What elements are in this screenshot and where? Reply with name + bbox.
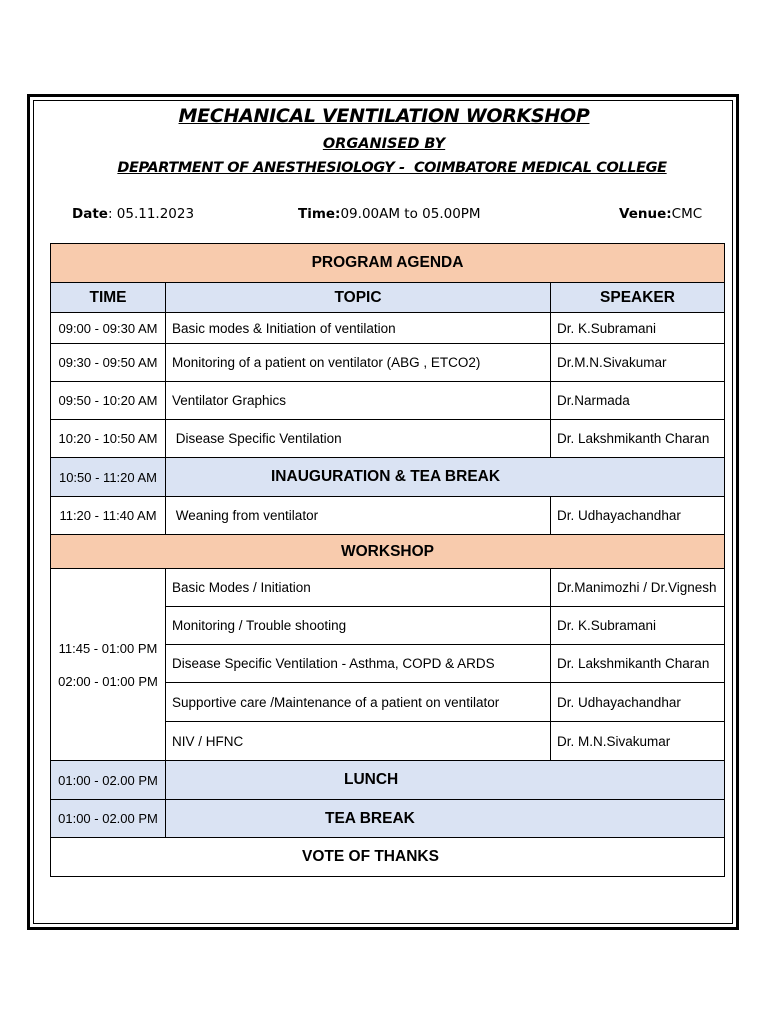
inauguration-row (51, 458, 725, 497)
session-speaker: Dr. Udhayachandhar (551, 497, 725, 535)
station-topic: Basic Modes / Initiation (166, 569, 551, 607)
session-time: 10:20 - 10:50 AM (51, 420, 166, 458)
lunch-label: LUNCH (166, 761, 725, 800)
lunch-row (51, 761, 725, 800)
station-speaker: Dr. Udhayachandhar (551, 683, 725, 722)
vote-of-thanks: VOTE OF THANKS (51, 838, 725, 877)
vote-of-thanks-row (51, 838, 725, 877)
workshop-time (51, 569, 166, 761)
table-row (51, 344, 725, 382)
table-row (51, 313, 725, 344)
session-topic: Disease Specific Ventilation (166, 420, 551, 458)
station-topic: NIV / HFNC (166, 722, 551, 761)
date-label: Date (72, 206, 108, 222)
table-row (51, 382, 725, 420)
session-time: 09:00 - 09:30 AM (51, 313, 166, 344)
inauguration-label: INAUGURATION & TEA BREAK (166, 458, 725, 497)
organised-by: ORGANISED BY (322, 136, 446, 152)
station-speaker: Dr. K.Subramani (551, 607, 725, 645)
table-row (51, 420, 725, 458)
station-topic: Monitoring / Trouble shooting (166, 607, 551, 645)
lunch-time: 01:00 - 02.00 PM (51, 761, 166, 800)
time-line (298, 206, 481, 222)
venue-line (619, 206, 702, 222)
agenda-table (50, 243, 725, 877)
session-speaker: Dr. K.Subramani (551, 313, 725, 344)
session-time: 09:30 - 09:50 AM (51, 344, 166, 382)
date-value: : 05.11.2023 (107, 206, 195, 222)
session-speaker: Dr.M.N.Sivakumar (551, 344, 725, 382)
venue-label: Venue: (619, 206, 672, 222)
agenda-title: PROGRAM AGENDA (51, 244, 725, 283)
col-header-time: TIME (51, 283, 166, 313)
session-topic: Monitoring of a patient on ventilator (ABG , ETCO2) (166, 344, 551, 382)
workshop-title: MECHANICAL VENTILATION WORKSHOP (178, 105, 590, 127)
session-topic: Weaning from ventilator (166, 497, 551, 535)
table-row (51, 569, 725, 607)
workshop-time-line2: 02:00 - 01:00 PM (58, 673, 158, 689)
date-line (72, 206, 194, 222)
tea-break-row (51, 800, 725, 838)
department-line: DEPARTMENT OF ANESTHESIOLOGY - COIMBATORE MEDICAL COLLEGE (117, 160, 667, 176)
tea-break-label: TEA BREAK (166, 800, 725, 838)
venue-value: CMC (671, 206, 703, 222)
workshop-time-line1: 11:45 - 01:00 PM (58, 640, 158, 656)
station-speaker: Dr.Manimozhi / Dr.Vignesh (551, 569, 725, 607)
session-time: 09:50 - 10:20 AM (51, 382, 166, 420)
column-header-row (51, 283, 725, 313)
session-speaker: Dr. Lakshmikanth Charan (551, 420, 725, 458)
break-time: 10:50 - 11:20 AM (51, 458, 166, 497)
table-row (51, 497, 725, 535)
session-topic: Basic modes & Initiation of ventilation (166, 313, 551, 344)
tea-break-time: 01:00 - 02.00 PM (51, 800, 166, 838)
station-speaker: Dr. Lakshmikanth Charan (551, 645, 725, 683)
workshop-title: WORKSHOP (51, 535, 725, 569)
col-header-speaker: SPEAKER (551, 283, 725, 313)
col-header-topic: TOPIC (166, 283, 551, 313)
time-label: Time: (298, 206, 341, 222)
station-speaker: Dr. M.N.Sivakumar (551, 722, 725, 761)
session-speaker: Dr.Narmada (551, 382, 725, 420)
station-topic: Disease Specific Ventilation - Asthma, COPD & ARDS (166, 645, 551, 683)
workshop-header-row (51, 535, 725, 569)
agenda-title-row (51, 244, 725, 283)
session-topic: Ventilator Graphics (166, 382, 551, 420)
session-time: 11:20 - 11:40 AM (51, 497, 166, 535)
station-topic: Supportive care /Maintenance of a patient on ventilator (166, 683, 551, 722)
time-value: 09.00AM to 05.00PM (340, 206, 481, 222)
